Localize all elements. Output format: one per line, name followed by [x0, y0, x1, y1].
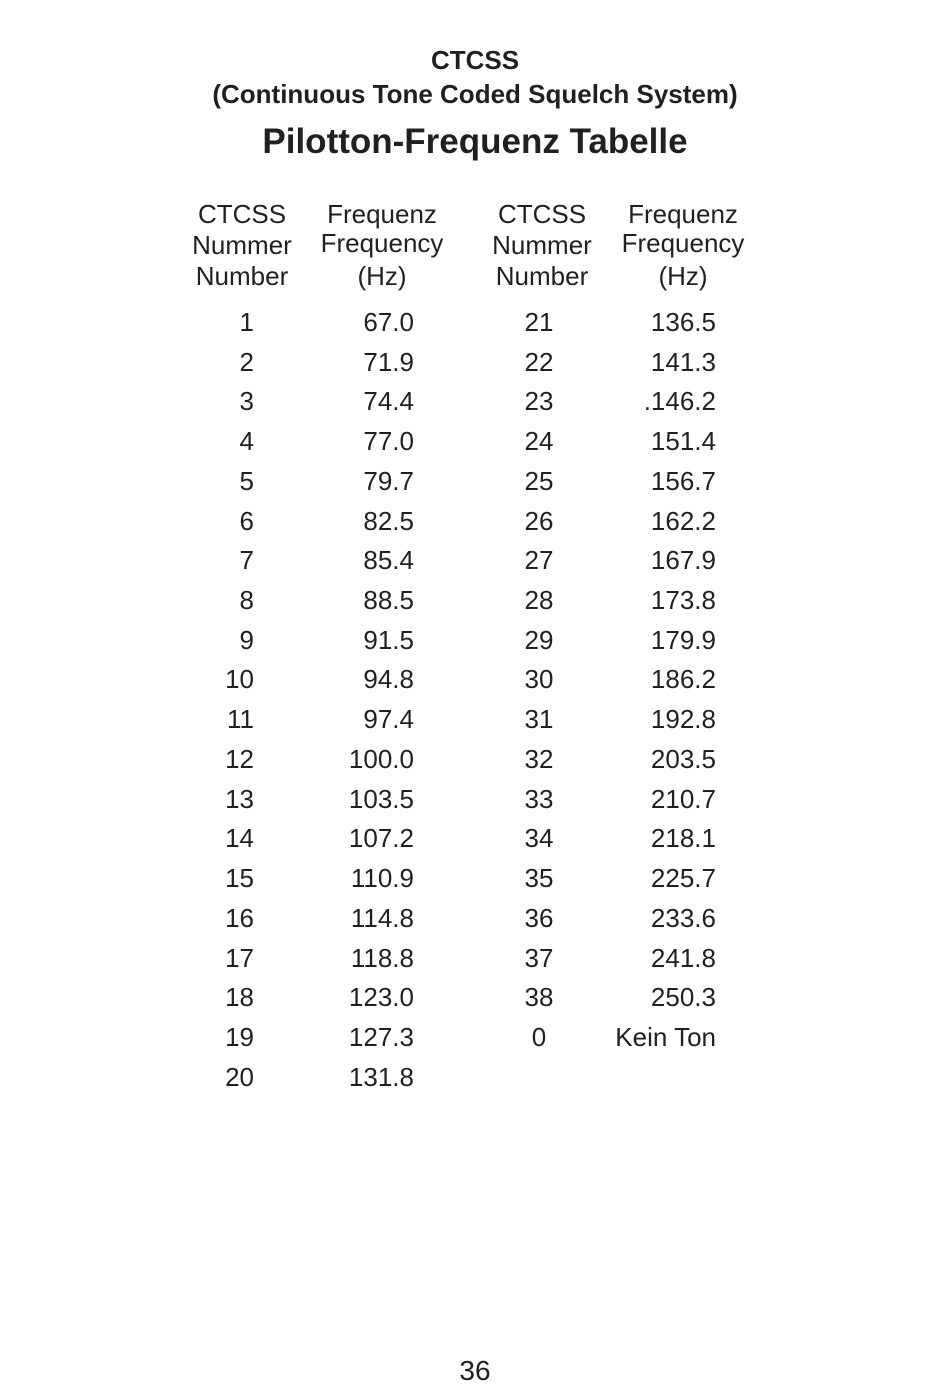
- table-row: [0, 302, 950, 342]
- frequency-cell: 186.2: [650, 664, 716, 695]
- frequency-cell: 71.9: [363, 346, 414, 377]
- table-row: [0, 898, 950, 938]
- ctcss-number-cell: 31: [524, 704, 554, 735]
- ctcss-number-cell: 2: [239, 346, 254, 377]
- header-left-number-line3: Number: [195, 261, 289, 291]
- ctcss-number-cell: 21: [524, 307, 554, 337]
- ctcss-number-cell: 3: [239, 386, 254, 417]
- table-row: [0, 938, 950, 978]
- frequency-cell: 167.9: [650, 545, 716, 576]
- table-row: [0, 1057, 950, 1097]
- table-row: [0, 1017, 950, 1057]
- header-left-number: [172, 199, 312, 292]
- ctcss-number-cell: 17: [225, 942, 254, 973]
- table-row: [0, 977, 950, 1017]
- table-row: [0, 501, 950, 541]
- ctcss-number-cell: 32: [524, 743, 554, 774]
- frequency-cell: 141.3: [650, 346, 716, 377]
- ctcss-number-cell: 23: [524, 386, 554, 417]
- header-right-frequency-line2: Frequency: [621, 228, 745, 258]
- ctcss-number-cell: 14: [225, 823, 254, 854]
- ctcss-number-cell: 38: [524, 982, 554, 1013]
- frequency-cell: 233.6: [650, 902, 716, 933]
- title-ctcss: CTCSS: [430, 45, 520, 75]
- header-right-number-line1: CTCSS: [497, 199, 587, 229]
- ctcss-number-cell: 27: [524, 545, 554, 576]
- frequency-cell: 241.8: [650, 942, 716, 973]
- frequency-cell: 156.7: [650, 465, 716, 496]
- frequency-cell: 67.0: [363, 307, 414, 337]
- frequency-cell: 225.7: [650, 863, 716, 894]
- ctcss-number-cell: 15: [225, 863, 254, 894]
- frequency-cell: 192.8: [650, 704, 716, 735]
- ctcss-number-cell: 6: [239, 505, 254, 536]
- ctcss-number-cell: 26: [524, 505, 554, 536]
- frequency-cell: Kein Ton: [615, 1021, 716, 1052]
- frequency-cell: 250.3: [650, 982, 716, 1013]
- ctcss-number-cell: 13: [225, 783, 254, 814]
- frequency-cell: 123.0: [348, 982, 414, 1013]
- ctcss-number-cell: 0: [531, 1021, 547, 1052]
- header-right-frequency-line1: Frequenz: [628, 199, 738, 229]
- table-row: [0, 659, 950, 699]
- ctcss-number-cell: 4: [239, 426, 254, 457]
- ctcss-number-cell: 36: [524, 902, 554, 933]
- frequency-cell: 162.2: [650, 505, 716, 536]
- ctcss-number-cell: 22: [524, 346, 554, 377]
- table-row: [0, 342, 950, 382]
- table-row: [0, 540, 950, 580]
- ctcss-number-cell: 11: [227, 704, 254, 735]
- ctcss-number-cell: 25: [524, 465, 554, 496]
- table-row: [0, 620, 950, 660]
- header-left-frequency: [312, 199, 452, 292]
- frequency-cell: 179.9: [650, 624, 716, 655]
- ctcss-table: [0, 302, 950, 1096]
- frequency-cell: 100.0: [348, 743, 414, 774]
- header-left-frequency-line2: Frequency: [320, 228, 444, 258]
- page-title: Pilotton-Frequenz Tabelle: [262, 122, 688, 161]
- header-right-frequency: [613, 199, 753, 292]
- ctcss-number-cell: 19: [225, 1021, 254, 1052]
- frequency-cell: 79.7: [363, 465, 414, 496]
- ctcss-number-cell: 7: [239, 545, 254, 576]
- header-right-frequency-line3: (Hz): [658, 261, 708, 291]
- ctcss-number-cell: 10: [225, 664, 254, 695]
- table-row: [0, 699, 950, 739]
- header-left-frequency-line1: Frequenz: [327, 199, 437, 229]
- ctcss-number-cell: 12: [225, 743, 254, 774]
- frequency-cell: 173.8: [650, 585, 716, 616]
- ctcss-number-cell: 16: [225, 902, 254, 933]
- frequency-cell: 85.4: [363, 545, 414, 576]
- ctcss-number-cell: 28: [524, 585, 554, 616]
- frequency-cell: .146.2: [643, 386, 716, 417]
- frequency-cell: 77.0: [363, 426, 414, 457]
- ctcss-number-cell: 24: [524, 426, 554, 457]
- table-row: [0, 818, 950, 858]
- frequency-cell: 107.2: [348, 823, 414, 854]
- frequency-cell: 118.8: [350, 942, 414, 973]
- table-row: [0, 779, 950, 819]
- frequency-cell: 210.7: [650, 783, 716, 814]
- frequency-cell: 74.4: [363, 386, 414, 417]
- header-right-number: [472, 199, 612, 292]
- ctcss-number-cell: 33: [524, 783, 554, 814]
- header-left-frequency-line3: (Hz): [357, 261, 407, 291]
- table-row: [0, 461, 950, 501]
- ctcss-number-cell: 20: [225, 1061, 254, 1092]
- ctcss-number-cell: 29: [524, 624, 554, 655]
- header-left-number-line2: Nummer: [192, 230, 292, 260]
- frequency-cell: 103.5: [348, 783, 414, 814]
- table-row: [0, 858, 950, 898]
- header-right-number-line2: Nummer: [492, 230, 592, 260]
- frequency-cell: 91.5: [363, 624, 414, 655]
- header-right-number-line3: Number: [495, 261, 589, 291]
- ctcss-number-cell: 34: [524, 823, 554, 854]
- frequency-cell: 203.5: [650, 743, 716, 774]
- header-left-number-line1: CTCSS: [197, 199, 287, 229]
- frequency-cell: 114.8: [350, 902, 414, 933]
- title-subtitle: (Continuous Tone Coded Squelch System): [212, 79, 738, 109]
- frequency-cell: 97.4: [363, 704, 414, 735]
- frequency-cell: 131.8: [348, 1061, 414, 1092]
- frequency-cell: 110.9: [350, 863, 414, 894]
- ctcss-number-cell: 5: [239, 465, 254, 496]
- frequency-cell: 82.5: [363, 505, 414, 536]
- ctcss-number-cell: 35: [524, 863, 554, 894]
- frequency-cell: 88.5: [363, 585, 414, 616]
- page-number: 36: [459, 1355, 491, 1386]
- table-row: [0, 739, 950, 779]
- table-row: [0, 580, 950, 620]
- table-row: [0, 381, 950, 421]
- ctcss-number-cell: 37: [524, 942, 554, 973]
- ctcss-number-cell: 30: [524, 664, 554, 695]
- frequency-cell: 127.3: [348, 1021, 414, 1052]
- ctcss-number-cell: 8: [239, 585, 254, 616]
- ctcss-number-cell: 18: [225, 982, 254, 1013]
- table-row: [0, 421, 950, 461]
- frequency-cell: 94.8: [363, 664, 414, 695]
- ctcss-number-cell: 9: [239, 624, 254, 655]
- frequency-cell: 136.5: [650, 307, 716, 337]
- frequency-cell: 218.1: [650, 823, 716, 854]
- frequency-cell: 151.4: [650, 426, 716, 457]
- ctcss-number-cell: 1: [239, 307, 254, 337]
